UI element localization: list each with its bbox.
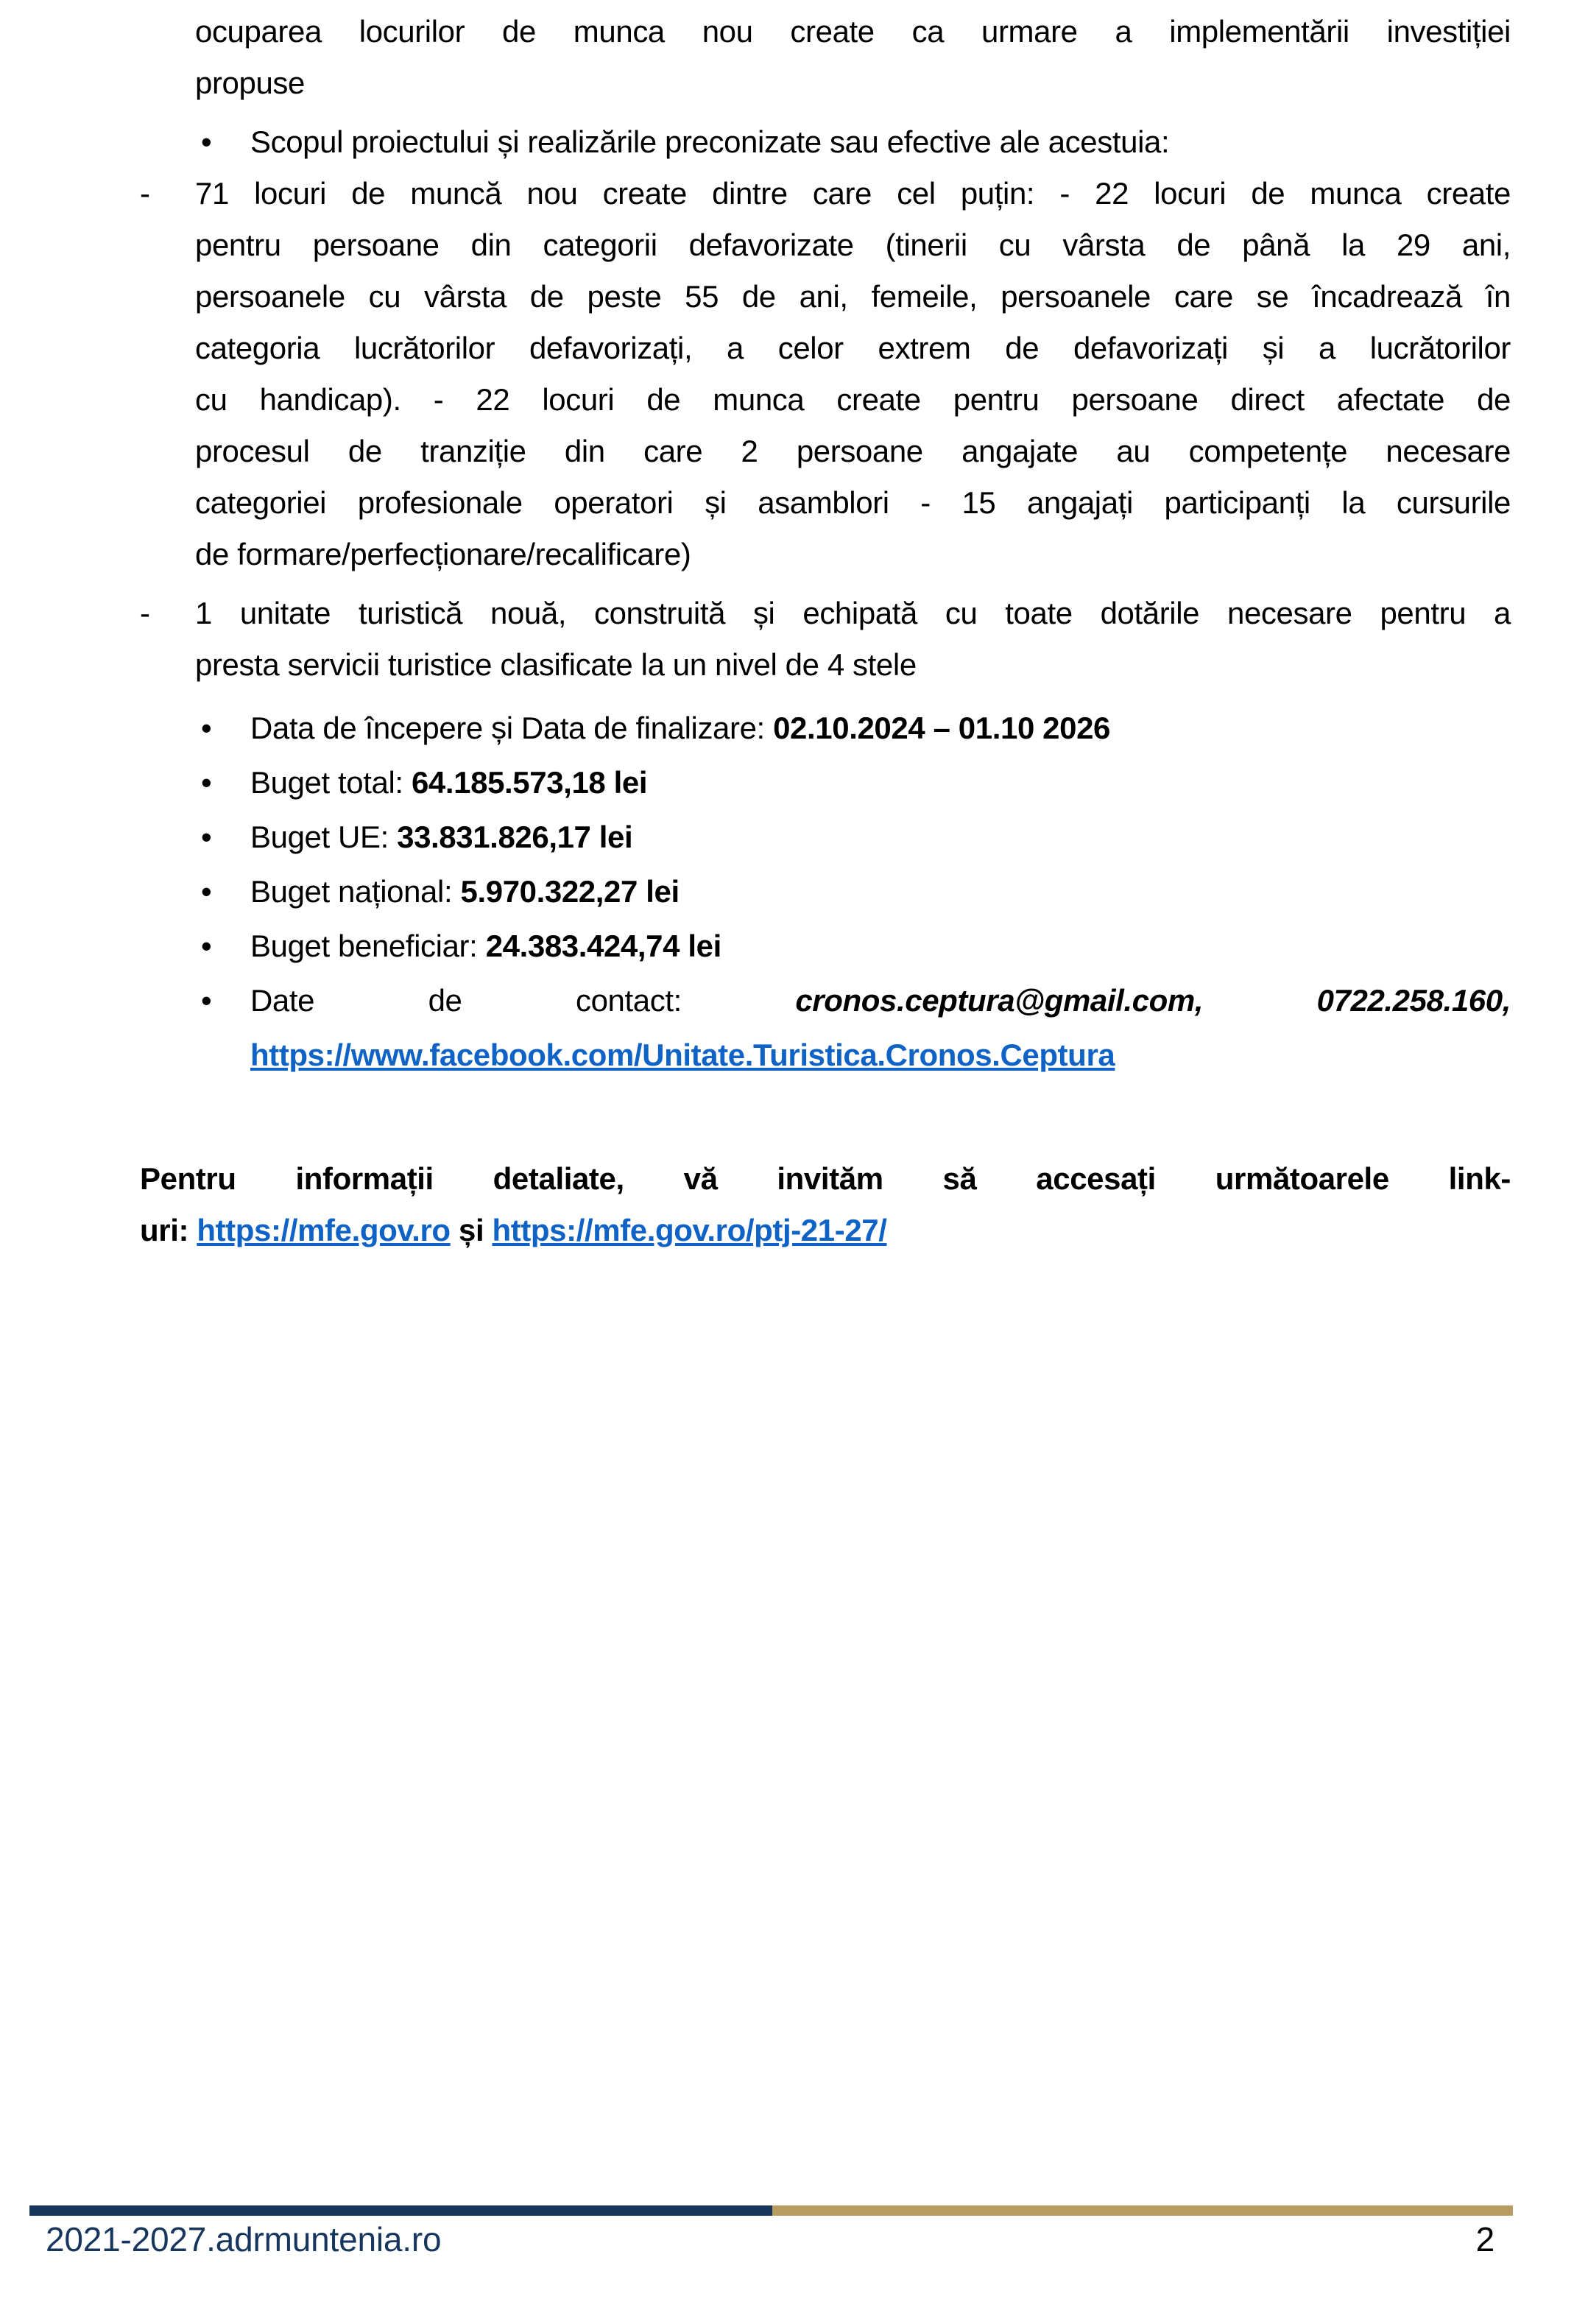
- contact-email: cronos.ceptura@gmail.com,: [795, 983, 1204, 1018]
- dash-list-item-unit: [140, 588, 1511, 691]
- document-body: [140, 6, 1511, 1256]
- footer-site-text: 2021-2027.adrmuntenia.ro: [46, 2220, 442, 2258]
- outro-line1: Pentru informații detaliate, vă invităm să accesați următoarele link-: [140, 1161, 1511, 1196]
- dates-value: 02.10.2024 – 01.10 2026: [773, 711, 1111, 745]
- scope-bullet-text: Scopul proiectului și realizările preconizate sau efective ale acestuia:: [250, 124, 1170, 159]
- bullet-icon: •: [201, 124, 212, 159]
- bullet-icon: •: [201, 983, 212, 1018]
- contact-word: contact:: [575, 983, 682, 1018]
- bullet-item-contact: [140, 973, 1511, 1082]
- bullet-icon: •: [201, 874, 212, 909]
- contact-word: Date: [250, 983, 315, 1018]
- bullet-item-budget-beneficiar: [140, 919, 1511, 973]
- outro-line2-mid: și: [458, 1213, 484, 1247]
- info-bullet-list: [140, 701, 1511, 1082]
- budget-ue-value: 33.831.826,17 lei: [397, 820, 633, 854]
- budget-ue-label: Buget UE:: [250, 820, 389, 854]
- dash-marker-icon: -: [140, 596, 150, 630]
- bullet-icon: •: [201, 929, 212, 963]
- contact-line: [250, 973, 1511, 1028]
- bullet-icon: •: [201, 765, 212, 800]
- bullet-item-budget-ue: [140, 810, 1511, 865]
- bullet-item-budget-national: [140, 865, 1511, 919]
- footer-bar-navy-segment: [29, 2205, 772, 2216]
- budget-national-value: 5.970.322,27 lei: [460, 874, 680, 909]
- scope-bullet-item: [140, 116, 1511, 168]
- footer-bar-gold-segment: [772, 2205, 1513, 2216]
- contact-phone: 0722.258.160,: [1316, 983, 1511, 1018]
- outro-paragraph: [140, 1153, 1511, 1256]
- budget-beneficiar-label: Buget beneficiar:: [250, 929, 478, 963]
- outro-line2-prefix: uri:: [140, 1213, 189, 1247]
- footer: [46, 2218, 1494, 2261]
- dash-marker-icon: -: [140, 176, 150, 211]
- dash-list-item-jobs: [140, 168, 1511, 580]
- bullet-item-budget-total: [140, 756, 1511, 810]
- unit-paragraph: 1 unitate turistică nouă, construită și echipată cu toate dotările necesare pentru a presta servicii turistice clasificate la un nivel de 4 stele: [195, 596, 1511, 682]
- budget-total-value: 64.185.573,18 lei: [411, 765, 648, 800]
- budget-beneficiar-value: 24.383.424,74 lei: [485, 929, 721, 963]
- contact-word: de: [428, 983, 462, 1018]
- page-number: 2: [1475, 2220, 1494, 2258]
- bullet-item-dates: [140, 701, 1511, 756]
- bullet-icon: •: [201, 711, 212, 745]
- mfe-ptj-link[interactable]: https://mfe.gov.ro/ptj-21-27/: [492, 1213, 887, 1247]
- outro-line2: [140, 1205, 1511, 1256]
- intro-paragraph: ocuparea locurilor de munca nou create ca urmare a implementării investiției propuse: [195, 14, 1511, 100]
- facebook-link[interactable]: https://www.facebook.com/Unitate.Turistica.Cronos.Ceptura: [250, 1038, 1115, 1072]
- jobs-paragraph: 71 locuri de muncă nou create dintre care cel puțin: - 22 locuri de munca create pentru persoane din categorii defavorizate (tinerii cu vârsta de până la 29 ani, persoanele cu vârsta de peste 55 de ani, femeile, persoanele care se încadrează în categoria lucrătorilor defavorizați, a celor extrem de defavorizați și a lucrătorilor cu handicap). - 22 locuri de munca create pentru persoane direct afectate de procesul de tranziție din care 2 persoane angajate au competențe necesare categoriei profesionale operatori și asamblori - 15 angajați participanți la cursurile de formare/perfecționare/recalificare): [195, 176, 1511, 571]
- budget-total-label: Buget total:: [250, 765, 403, 800]
- contact-facebook-line: [250, 1028, 1511, 1082]
- budget-national-label: Buget național:: [250, 874, 453, 909]
- bullet-icon: •: [201, 820, 212, 854]
- dates-label: Data de începere și Data de finalizare:: [250, 711, 765, 745]
- mfe-link[interactable]: https://mfe.gov.ro: [197, 1213, 451, 1247]
- footer-divider-bar: [29, 2205, 1513, 2216]
